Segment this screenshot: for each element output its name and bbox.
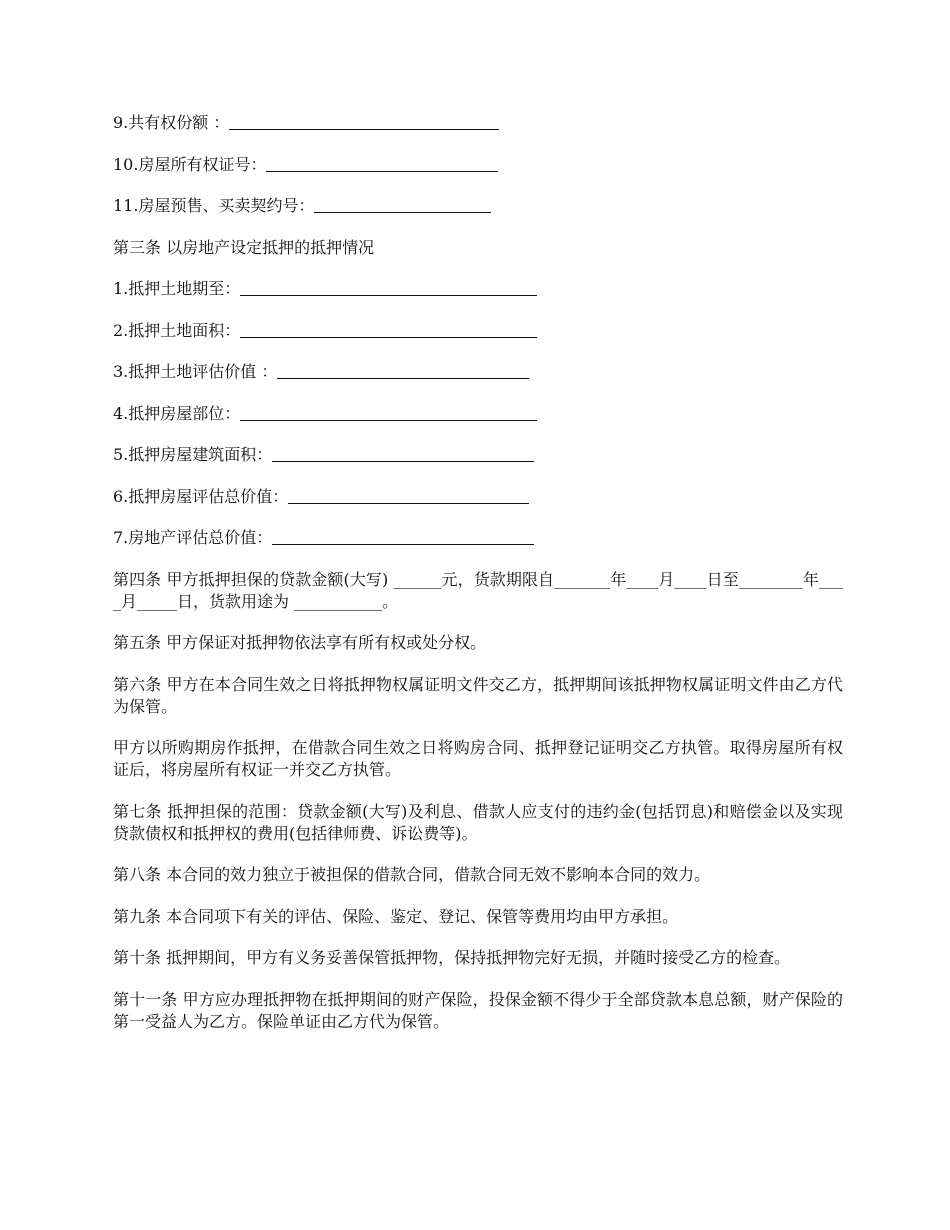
fill-blank[interactable] bbox=[240, 279, 537, 296]
field-land-term bbox=[113, 278, 843, 300]
article-3-heading: 第三条 以房地产设定抵押的抵押情况 bbox=[113, 237, 375, 257]
field-land-area bbox=[113, 320, 843, 342]
fill-blank[interactable] bbox=[277, 362, 529, 379]
field-label: 2.抵押土地面积： bbox=[113, 320, 241, 340]
fill-blank[interactable] bbox=[240, 404, 537, 421]
field-estate-value bbox=[113, 527, 843, 549]
field-house-area bbox=[113, 444, 843, 466]
article-11: 第十一条 甲方应办理抵押物在抵押期间的财产保险，投保金额不得少于全部贷款本息总额，财产保险的第一受益人为乙方。保险单证由乙方代为保管。 bbox=[113, 989, 843, 1031]
field-ownership-cert-no bbox=[113, 154, 843, 176]
field-label: 1.抵押土地期至： bbox=[113, 279, 241, 298]
fill-blank[interactable] bbox=[288, 487, 529, 504]
document-page bbox=[113, 112, 843, 1052]
article-8: 第八条 本合同的效力独立于被担保的借款合同，借款合同无效不影响本合同的效力。 bbox=[113, 865, 711, 884]
article-9: 第九条 本合同项下有关的评估、保险、鉴定、登记、保管等费用均由甲方承担。 bbox=[113, 906, 679, 926]
field-house-value bbox=[113, 486, 843, 508]
fill-blank[interactable] bbox=[266, 155, 498, 172]
field-house-location bbox=[113, 403, 843, 425]
field-label: 4.抵押房屋部位： bbox=[113, 403, 241, 423]
field-label: 11.房屋预售、买卖契约号： bbox=[113, 196, 315, 215]
fill-blank[interactable] bbox=[272, 528, 534, 545]
article-5: 第五条 甲方保证对抵押物依法享有所有权或处分权。 bbox=[113, 633, 487, 652]
fill-blank[interactable] bbox=[314, 196, 491, 213]
field-label: 10.房屋所有权证号： bbox=[113, 154, 267, 174]
fill-blank[interactable] bbox=[229, 113, 499, 130]
field-co-ownership-share bbox=[113, 112, 843, 134]
field-label: 6.抵押房屋评估总价值： bbox=[113, 486, 289, 506]
fill-blank[interactable] bbox=[272, 445, 534, 462]
field-label: 9.共有权份额 ： bbox=[113, 113, 230, 132]
article-6: 第六条 甲方在本合同生效之日将抵押物权属证明文件交乙方，抵押期间该抵押物权属证明文件由乙方代为保管。 bbox=[113, 674, 843, 716]
article-6-supplement: 甲方以所购期房作抵押，在借款合同生效之日将购房合同、抵押登记证明交乙方执管。取得房屋所有权证后，将房屋所有权证一并交乙方执管。 bbox=[113, 738, 843, 779]
field-presale-contract-no bbox=[113, 195, 843, 217]
field-label: 5.抵押房屋建筑面积： bbox=[113, 445, 273, 464]
article-7: 第七条 抵押担保的范围：贷款金额(大写)及利息、借款人应支付的违约金(包括罚息)和赔偿金以及实现贷款债权和抵押权的费用(包括律师费、诉讼费等)。 bbox=[113, 801, 843, 843]
field-label: 7.房地产评估总价值： bbox=[113, 528, 273, 547]
article-10: 第十条 抵押期间，甲方有义务妥善保管抵押物，保持抵押物完好无损，并随时接受乙方的检查。 bbox=[113, 948, 791, 967]
article-4: 第四条 甲方抵押担保的贷款金额(大写) ______元，货款期限自_______年____月____日至________年____月_____日，货款用途为 ___________。 bbox=[113, 569, 843, 611]
field-label: 3.抵押土地评估价值 ： bbox=[113, 362, 278, 381]
field-land-value bbox=[113, 361, 843, 383]
fill-blank[interactable] bbox=[240, 321, 537, 338]
